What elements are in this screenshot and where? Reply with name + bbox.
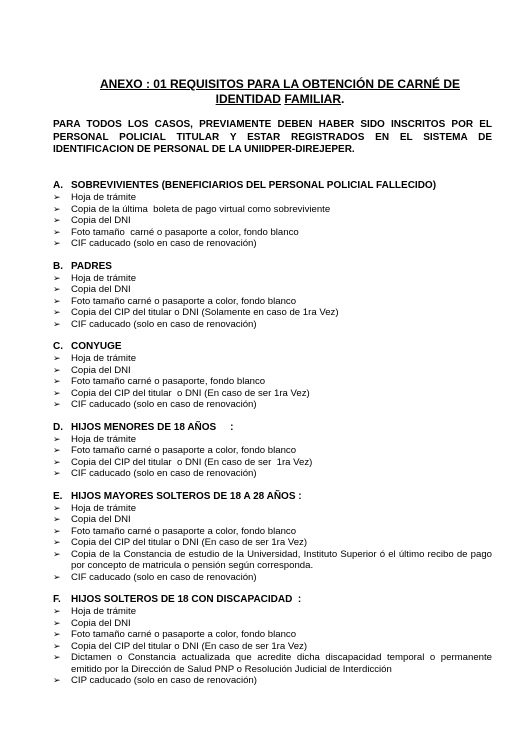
arrow-bullet-icon: ➢ xyxy=(53,238,61,248)
arrow-bullet-icon: ➢ xyxy=(53,640,61,651)
list-item xyxy=(53,652,495,675)
arrow-bullet-icon: ➢ xyxy=(53,215,61,225)
list-item-text: Foto tamaño carné o pasaporte, fondo blanco xyxy=(71,376,266,387)
list-item xyxy=(53,319,492,331)
arrow-bullet-icon: ➢ xyxy=(53,376,61,386)
section-heading-text: HIJOS SOLTEROS DE 18 CON DISCAPACIDAD : xyxy=(71,594,302,605)
section-b xyxy=(53,261,492,331)
list-item-text: Copia del DNI xyxy=(71,284,131,295)
list-item-text: CIF caducado (solo en caso de renovación) xyxy=(71,318,257,330)
list-item xyxy=(53,537,492,549)
list-item-text: Hoja de trámite xyxy=(71,353,137,364)
list-item-text: Hoja de trámite xyxy=(71,433,137,445)
section-heading xyxy=(53,594,492,606)
section-a xyxy=(53,180,492,250)
list-item-text: CIF caducado (solo en caso de renovación) xyxy=(71,571,257,583)
list-item xyxy=(53,353,492,365)
arrow-bullet-icon: ➢ xyxy=(53,468,61,478)
arrow-bullet-icon: ➢ xyxy=(53,502,61,513)
list-item-text: Copia del DNI xyxy=(71,514,131,525)
section-e xyxy=(53,490,495,584)
list-item-text: Copia del DNI xyxy=(71,215,131,226)
list-item xyxy=(53,273,492,285)
list-item-text: Copia del CIP del titular o DNI (En caso de ser 1ra Vez) xyxy=(71,387,310,399)
arrow-bullet-icon: ➢ xyxy=(53,456,61,467)
arrow-bullet-icon: ➢ xyxy=(53,353,61,363)
arrow-bullet-icon: ➢ xyxy=(53,537,61,547)
list-item-text: Copia del CIP del titular o DNI (En caso de ser 1ra Vez) xyxy=(71,456,313,468)
section-letter: E. xyxy=(53,490,63,502)
section-letter: C. xyxy=(53,341,63,352)
section-letter: A. xyxy=(53,180,63,191)
section-heading-text: CONYUGE xyxy=(71,341,122,352)
arrow-bullet-icon: ➢ xyxy=(53,606,61,616)
arrow-bullet-icon: ➢ xyxy=(53,399,61,409)
arrow-bullet-icon: ➢ xyxy=(53,364,61,375)
list-item-text: Copia del CIP del titular o DNI (Solamente en caso de 1ra Vez) xyxy=(71,307,339,318)
list-item xyxy=(53,618,492,630)
list-item-text: Hoja de trámite xyxy=(71,502,137,514)
arrow-bullet-icon: ➢ xyxy=(53,284,61,294)
list-item xyxy=(53,629,492,641)
list-item xyxy=(53,514,492,526)
section-heading-text: PADRES xyxy=(71,260,112,272)
section-c xyxy=(53,341,492,411)
requirement-list xyxy=(53,606,495,687)
arrow-bullet-icon: ➢ xyxy=(53,675,61,685)
arrow-bullet-icon: ➢ xyxy=(53,387,61,398)
section-heading-text: SOBREVIVIENTES (BENEFICIARIOS DEL PERSONAL POLICIAL FALLECIDO) xyxy=(71,180,437,191)
list-item-text: Copia de la Constancia de estudio de la Universidad, Instituto Superior ó el último recibo de pago por concepto de matricula o pensión según corresponda. xyxy=(71,548,495,571)
arrow-bullet-icon: ➢ xyxy=(53,272,61,283)
section-heading-text: HIJOS MAYORES SOLTEROS DE 18 A 28 AÑOS : xyxy=(71,490,302,502)
title-line-2 xyxy=(60,92,500,107)
arrow-bullet-icon: ➢ xyxy=(53,571,61,582)
list-item-text: CIF caducado (solo en caso de renovación) xyxy=(71,468,257,479)
arrow-bullet-icon: ➢ xyxy=(53,318,61,329)
list-item-text: Foto tamaño carné o pasaporte a color, fondo blanco xyxy=(71,629,297,640)
list-item xyxy=(53,468,492,480)
list-item-text: Hoja de trámite xyxy=(71,272,137,284)
document-title xyxy=(60,77,500,107)
arrow-bullet-icon: ➢ xyxy=(53,192,61,202)
list-item xyxy=(53,445,492,457)
arrow-bullet-icon: ➢ xyxy=(53,652,61,662)
list-item xyxy=(53,434,492,446)
section-f xyxy=(53,594,495,687)
list-item xyxy=(53,215,492,227)
list-item-text: Foto tamaño carné o pasaporte a color, fondo blanco xyxy=(71,226,299,238)
list-item xyxy=(53,641,492,653)
section-heading xyxy=(53,422,492,434)
list-item-text: Copia del CIP del titular o DNI (En caso de ser 1ra Vez) xyxy=(71,537,308,548)
arrow-bullet-icon: ➢ xyxy=(53,445,61,455)
list-item xyxy=(53,365,492,377)
list-item-text: Foto tamaño carné o pasaporte a color, fondo blanco xyxy=(71,295,297,307)
list-item xyxy=(53,296,492,308)
title-period: . xyxy=(341,92,345,106)
title-line-1: ANEXO : 01 REQUISITOS PARA LA OBTENCIÓN DE CARNÉ DE xyxy=(99,77,461,91)
list-item xyxy=(53,399,492,411)
list-item-text: Copia del CIP del titular o DNI (En caso de ser 1ra Vez) xyxy=(71,640,308,652)
section-letter: F. xyxy=(53,594,61,605)
arrow-bullet-icon: ➢ xyxy=(53,307,61,317)
requirement-list xyxy=(53,434,492,480)
section-d xyxy=(53,422,492,480)
arrow-bullet-icon: ➢ xyxy=(53,617,61,628)
list-item xyxy=(53,192,492,204)
requirement-list xyxy=(53,192,492,250)
list-item-text: Foto tamaño carné o pasaporte a color, fondo blanco xyxy=(71,445,297,456)
arrow-bullet-icon: ➢ xyxy=(53,295,61,306)
section-heading xyxy=(53,491,492,503)
list-item xyxy=(53,457,492,469)
list-item xyxy=(53,572,492,584)
requirement-list xyxy=(53,353,492,411)
list-item xyxy=(53,388,492,400)
arrow-bullet-icon: ➢ xyxy=(53,433,61,444)
arrow-bullet-icon: ➢ xyxy=(53,226,61,237)
list-item-text: Hoja de trámite xyxy=(71,606,137,617)
list-item xyxy=(53,284,492,296)
arrow-bullet-icon: ➢ xyxy=(53,514,61,524)
list-item xyxy=(53,238,492,250)
list-item xyxy=(53,675,492,687)
list-item-text: CIP caducado (solo en caso de renovación) xyxy=(71,675,257,686)
list-item xyxy=(53,526,492,538)
list-item xyxy=(53,307,492,319)
arrow-bullet-icon: ➢ xyxy=(53,548,61,559)
list-item-text: Foto tamaño carné o pasaporte a color, fondo blanco xyxy=(71,525,297,537)
arrow-bullet-icon: ➢ xyxy=(53,629,61,639)
list-item-text: Hoja de trámite xyxy=(71,192,137,203)
section-heading xyxy=(53,180,492,192)
arrow-bullet-icon: ➢ xyxy=(53,203,61,214)
list-item xyxy=(53,606,492,618)
section-heading xyxy=(53,261,492,273)
requirement-list xyxy=(53,502,495,584)
list-item-text: Dictamen o Constancia actualizada que acredite dicha discapacidad temporal o permanente emitido por la Dirección de Salud PNP o Resolución Judicial de Interdicción xyxy=(71,652,495,675)
list-item xyxy=(53,227,492,239)
requirement-list xyxy=(53,273,492,331)
title-word-identidad: IDENTIDAD xyxy=(215,92,281,106)
list-item xyxy=(53,503,492,515)
section-heading-text: HIJOS MENORES DE 18 AÑOS : xyxy=(71,421,234,433)
list-item xyxy=(53,204,492,216)
title-word-familiar: FAMILIAR xyxy=(284,92,341,106)
section-letter: B. xyxy=(53,260,63,272)
list-item-text: CIF caducado (solo en caso de renovación) xyxy=(71,238,257,249)
list-item xyxy=(53,548,495,572)
section-letter: D. xyxy=(53,421,63,433)
arrow-bullet-icon: ➢ xyxy=(53,525,61,536)
list-item xyxy=(53,376,492,388)
requirements-sections xyxy=(53,180,495,698)
list-item-text: CIF caducado (solo en caso de renovación) xyxy=(71,399,257,410)
list-item-text: Copia del DNI xyxy=(71,364,131,376)
intro-paragraph: PARA TODOS LOS CASOS, PREVIAMENTE DEBEN HABER SIDO INSCRITOS POR EL PERSONAL POLICIAL TITULAR Y ESTAR REGISTRADOS EN EL SISTEMA DE IDENTIFICACION DE PERSONAL DE LA UNIIDPER-DIREJEPER. xyxy=(53,119,492,155)
list-item-text: Copia del DNI xyxy=(71,617,131,629)
list-item-text: Copia de la última boleta de pago virtual como sobreviviente xyxy=(71,203,331,215)
section-heading xyxy=(53,341,492,353)
